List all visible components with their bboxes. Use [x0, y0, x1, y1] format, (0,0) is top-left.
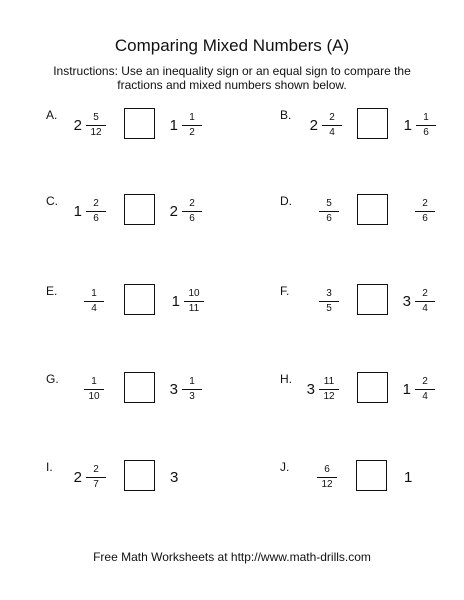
numerator: 1	[91, 288, 97, 299]
problem-label: F.	[280, 284, 290, 298]
problem-label: G.	[46, 372, 59, 386]
problem-label: A.	[46, 108, 58, 122]
fraction-bar	[415, 389, 435, 390]
problem-g	[46, 372, 246, 412]
whole-number: 3	[402, 293, 411, 310]
problem-d	[280, 194, 464, 234]
numerator: 2	[422, 288, 428, 299]
fraction	[315, 464, 339, 491]
whole-number: 1	[402, 381, 411, 398]
fraction-bar	[415, 301, 435, 302]
fraction-bar	[317, 477, 337, 478]
denominator: 7	[93, 479, 99, 490]
answer-box[interactable]	[124, 460, 155, 491]
whole-number: 2	[169, 203, 178, 220]
numerator: 6	[324, 464, 330, 475]
numerator: 2	[422, 198, 428, 209]
denominator: 4	[422, 391, 428, 402]
whole-number: 1	[73, 203, 82, 220]
problem-a	[46, 108, 246, 148]
numerator: 2	[93, 198, 99, 209]
fraction	[413, 198, 437, 225]
fraction-bar	[182, 211, 202, 212]
fraction	[317, 198, 341, 225]
numerator: 3	[326, 288, 332, 299]
problem-label: D.	[280, 194, 292, 208]
fraction	[413, 288, 437, 315]
fraction	[182, 288, 206, 315]
fraction-bar	[416, 125, 436, 126]
answer-box[interactable]	[124, 194, 155, 225]
answer-box[interactable]	[357, 108, 388, 139]
numerator: 1	[189, 112, 195, 123]
whole-number: 1	[403, 117, 412, 134]
numerator: 10	[188, 288, 200, 299]
whole-number: 2	[309, 117, 318, 134]
numerator: 1	[91, 376, 97, 387]
whole-number: 3	[169, 381, 178, 398]
problem-label: B.	[280, 108, 292, 122]
denominator: 2	[189, 127, 195, 138]
right-whole-number: 3	[170, 469, 179, 486]
answer-box[interactable]	[357, 284, 388, 315]
numerator: 2	[422, 376, 428, 387]
numerator: 1	[423, 112, 429, 123]
denominator: 10	[88, 391, 100, 402]
fraction	[180, 198, 204, 225]
fraction	[320, 112, 344, 139]
fraction	[84, 112, 108, 139]
numerator: 2	[93, 464, 99, 475]
fraction	[180, 376, 204, 403]
fraction-bar	[184, 301, 204, 302]
answer-box[interactable]	[357, 372, 388, 403]
fraction-bar	[86, 125, 106, 126]
worksheet-title: Comparing Mixed Numbers (A)	[114, 36, 350, 55]
denominator: 6	[422, 213, 428, 224]
fraction	[180, 112, 204, 139]
instructions-line-2: fractions and mixed numbers shown below.	[117, 78, 347, 92]
denominator: 4	[422, 303, 428, 314]
answer-box[interactable]	[124, 108, 155, 139]
denominator: 5	[326, 303, 332, 314]
denominator: 12	[321, 479, 333, 490]
problem-e	[46, 284, 246, 324]
answer-box[interactable]	[124, 284, 155, 315]
numerator: 5	[93, 112, 99, 123]
problem-i	[46, 460, 246, 500]
denominator: 6	[93, 213, 99, 224]
denominator: 12	[90, 127, 102, 138]
fraction	[317, 288, 341, 315]
fraction-bar	[182, 389, 202, 390]
denominator: 6	[423, 127, 429, 138]
fraction	[84, 464, 108, 491]
whole-number: 1	[169, 117, 178, 134]
denominator: 6	[326, 213, 332, 224]
fraction-bar	[86, 211, 106, 212]
fraction	[413, 376, 437, 403]
fraction	[82, 376, 106, 403]
numerator: 11	[323, 376, 335, 387]
fraction-bar	[415, 211, 435, 212]
denominator: 11	[188, 303, 200, 314]
numerator: 1	[189, 376, 195, 387]
problem-c	[46, 194, 246, 234]
fraction-bar	[319, 211, 339, 212]
problem-label: J.	[280, 460, 290, 474]
fraction-bar	[84, 389, 104, 390]
fraction-bar	[86, 477, 106, 478]
numerator: 2	[189, 198, 195, 209]
denominator: 3	[189, 391, 195, 402]
fraction	[317, 376, 341, 403]
numerator: 2	[329, 112, 335, 123]
denominator: 4	[91, 303, 97, 314]
fraction-bar	[322, 125, 342, 126]
problem-j	[280, 460, 464, 500]
fraction-bar	[319, 301, 339, 302]
fraction-bar	[84, 301, 104, 302]
denominator: 12	[323, 391, 335, 402]
right-whole-number: 1	[404, 469, 413, 486]
whole-number: 3	[306, 381, 315, 398]
answer-box[interactable]	[124, 372, 155, 403]
answer-box[interactable]	[357, 194, 388, 225]
fraction-bar	[319, 389, 339, 390]
problem-label: H.	[280, 372, 292, 386]
fraction	[82, 288, 106, 315]
whole-number: 1	[171, 293, 180, 310]
problem-label: C.	[46, 194, 58, 208]
numerator: 5	[326, 198, 332, 209]
whole-number: 2	[73, 469, 82, 486]
fraction-bar	[182, 125, 202, 126]
denominator: 4	[329, 127, 335, 138]
problem-b	[280, 108, 464, 148]
denominator: 6	[189, 213, 195, 224]
instructions-line-1: Instructions: Use an inequality sign or an equal sign to compare the	[53, 64, 411, 78]
whole-number: 2	[73, 117, 82, 134]
problem-h	[280, 372, 464, 412]
fraction	[414, 112, 438, 139]
footer-credit: Free Math Worksheets at http://www.math-drills.com	[93, 550, 371, 564]
problem-f	[280, 284, 464, 324]
problem-label: I.	[46, 460, 53, 474]
fraction	[84, 198, 108, 225]
answer-box[interactable]	[356, 460, 387, 491]
problem-label: E.	[46, 284, 58, 298]
